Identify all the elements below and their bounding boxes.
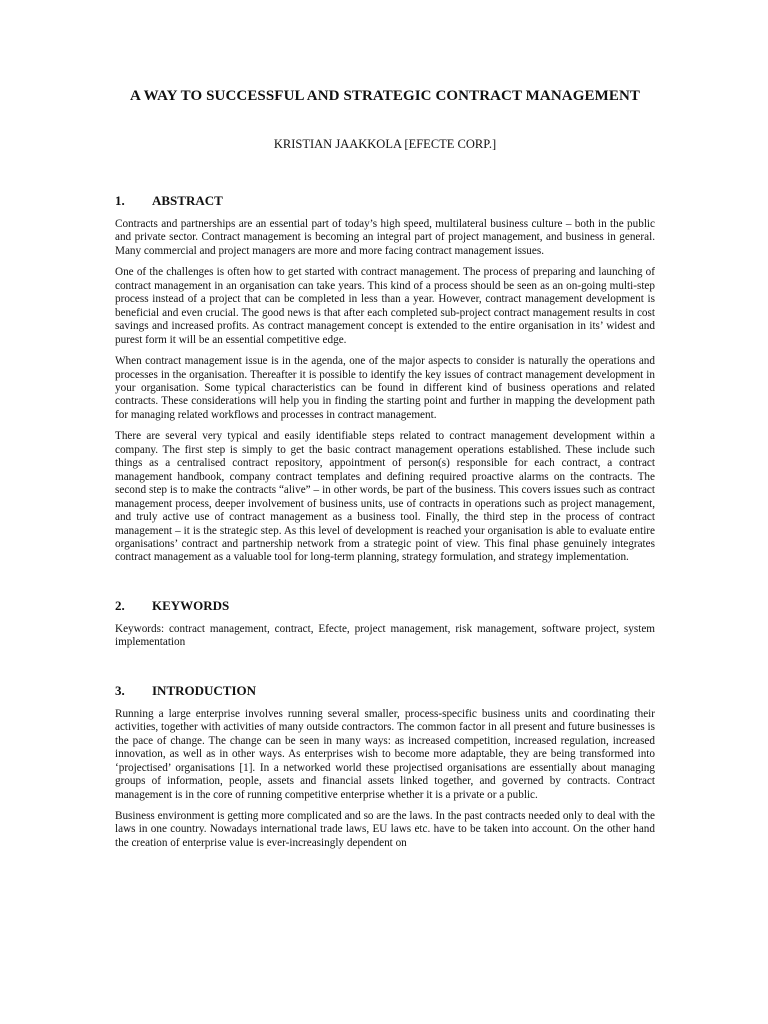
keywords-paragraph: Keywords: contract management, contract, Efecte, project management, risk management, software project, system implementation (115, 622, 655, 649)
section-title: KEYWORDS (152, 597, 230, 613)
document-author: KRISTIAN JAAKKOLA [EFECTE CORP.] (273, 137, 497, 151)
document-content (115, 84, 655, 858)
section-abstract (115, 191, 655, 565)
abstract-paragraph: When contract management issue is in the agenda, one of the major aspects to consider is naturally the operations and processes in the organisation. Thereafter it is possible to identify the key issues of contract management development in your organisation. Some typical characteristics can be found in different kind of business operations and related contracts. These considerations will help you in finding the starting point and further in mapping the development path for managing related workflows and processes in contract management. (115, 355, 655, 421)
section-number: 1. (115, 193, 125, 208)
section-heading-introduction (115, 681, 655, 701)
section-title: ABSTRACT (152, 193, 223, 208)
document-title: A WAY TO SUCCESSFUL AND STRATEGIC CONTRACT MANAGEMENT (130, 88, 640, 104)
section-number: 2. (115, 597, 125, 613)
introduction-paragraph: Running a large enterprise involves running several smaller, process-specific business units and coordinating their activities, together with activities of many outside contractors. The common factor in all present and future businesses is the pace of change. The change can be seen in many ways: as increased competition, increased regulation, increased innovation, as well as in other ways. As enterprises wish to become more adaptable, they are being transformed into ‘projectised’ organisations [1]. In a networked world these projectised organisations are essentially about managing groups of information, people, assets and financial assets linked together, and governed by contracts. Contract management is in the core of running competitive enterprise whether it is a private or a public. (115, 707, 655, 801)
section-number: 3. (115, 682, 125, 698)
introduction-paragraph: Business environment is getting more complicated and so are the laws. In the past contracts needed only to deal with the laws in one country. Nowadays international trade laws, EU laws etc. have to be taken into account. On the other hand the creation of enterprise value is ever-increasingly dependent on (115, 809, 655, 849)
section-heading-keywords (115, 596, 655, 616)
abstract-paragraph: One of the challenges is often how to get started with contract management. The process of preparing and launching of contract management in an organisation can take years. This kind of a process should be seen as an on-going multi-step process instead of a project that can be completed in less than a year. However, contract management development is beneficial and even crucial. The good news is that after each completed sub-project contract management results in cost savings and increased profits. As contract management concept is extended to the entire organisation in its’ widest and purest form it will be an essential competitive edge. (115, 266, 655, 346)
abstract-paragraph: There are several very typical and easily identifiable steps related to contract management development within a company. The first step is simply to get the basic contract management operations established. These include such things as a centralised contract repository, appointment of person(s) responsible for each contract, a contract management handbook, company contract templates and defining required proactive alarms on the contracts. The second step is to make the contracts “alive” – in other words, be part of the business. This covers issues such as contract management process, deeper involvement of business units, use of contracts in operations such as project management, and truly active use of contract management as a business tool. Finally, the third step in the process of contract management – it is the strategic step. As this level of development is reached your organisation is able to evaluate entire organisations’ contract and partnership network from a strategic point of view. This final phase genuinely integrates contract management as a valuable tool for long-term planning, strategy formulation, and strategy implementation. (115, 430, 655, 564)
abstract-paragraph: Contracts and partnerships are an essential part of today’s high speed, multilateral business culture – both in the public and private sector. Contract management is becoming an integral part of project management, and business in general. Many commercial and project managers are more and more facing contract management issues. (115, 218, 655, 257)
section-title: INTRODUCTION (152, 682, 257, 698)
section-introduction (115, 681, 655, 851)
section-heading-abstract (115, 191, 655, 211)
section-keywords (115, 596, 655, 650)
